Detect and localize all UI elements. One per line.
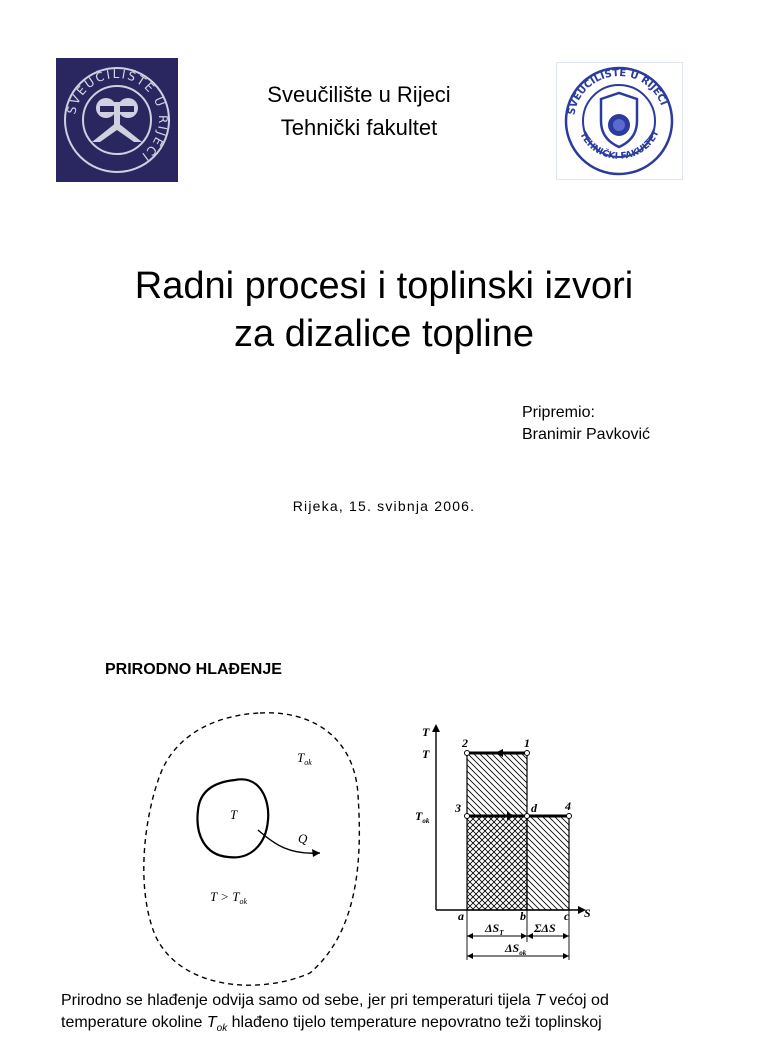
delta-s-ok-sub: ok bbox=[519, 949, 527, 957]
university-logo bbox=[56, 58, 178, 182]
surroundings-temperature-label: T bbox=[297, 750, 305, 765]
document-title bbox=[60, 262, 708, 358]
author-name: Branimir Pavković bbox=[522, 426, 651, 443]
work-area bbox=[467, 753, 527, 816]
y-axis-label: T bbox=[422, 725, 430, 739]
faculty-name: Tehnički fakultet bbox=[280, 115, 438, 140]
svg-text:ΔST bbox=[484, 921, 504, 937]
body-paragraph bbox=[61, 990, 681, 1040]
point-a-label: a bbox=[458, 909, 464, 923]
point-3-label: 3 bbox=[455, 801, 461, 815]
left-logo-ring-text: SVEUČILIŠTE U RIJECI bbox=[64, 66, 171, 165]
section-heading: PRIRODNO HLAĐENJE bbox=[105, 661, 282, 678]
point-b-label: b bbox=[520, 909, 526, 923]
point-1-label: 1 bbox=[524, 736, 530, 750]
surroundings-temperature-sub: ok bbox=[304, 758, 312, 767]
level-tok-label: T bbox=[415, 809, 423, 823]
heat-label: Q bbox=[298, 831, 308, 846]
svg-text:Tok bbox=[297, 750, 312, 767]
level-t-label: T bbox=[422, 747, 430, 761]
author-label: Pripremio: bbox=[522, 404, 595, 421]
author-block bbox=[522, 402, 650, 446]
svg-text:ΔSok bbox=[504, 941, 527, 957]
point-d bbox=[525, 814, 530, 819]
temperature-entropy-diagram bbox=[410, 720, 610, 970]
body-temperature-label: T bbox=[230, 807, 238, 822]
body-line-2: temperature okoline $T_{ok}$ hlađeno tijelo temperature nepovratno teži toplinskoj bbox=[61, 1014, 602, 1035]
point-c-label: c bbox=[564, 909, 570, 923]
title-line-2: za dizalice topline bbox=[234, 313, 534, 355]
institution-header bbox=[200, 78, 518, 144]
rejected-heat-cross-area bbox=[467, 816, 527, 910]
title-line-1: Radni procesi i toplinski izvori bbox=[134, 265, 634, 307]
point-4 bbox=[567, 814, 572, 819]
point-2 bbox=[465, 751, 470, 756]
point-4-label: 4 bbox=[565, 799, 571, 813]
temperature-condition-sub: ok bbox=[239, 897, 248, 906]
faculty-logo bbox=[556, 62, 683, 180]
heat-flow-arrow bbox=[258, 830, 320, 853]
surroundings-boundary bbox=[144, 713, 360, 985]
point-d-label: d bbox=[531, 801, 537, 815]
body-line-1: Prirodno se hlađenje odvija samo od sebe, jer pri temperaturi tijela T većoj od bbox=[61, 992, 609, 1009]
svg-text:T > Tok bbox=[210, 889, 248, 906]
x-axis-label: S bbox=[584, 906, 591, 920]
sum-delta-s-label: ΣΔS bbox=[534, 921, 556, 935]
temperature-condition: T > T bbox=[210, 889, 240, 904]
point-3 bbox=[465, 814, 470, 819]
point-2-label: 2 bbox=[462, 736, 468, 750]
level-tok-sub: ok bbox=[422, 817, 430, 825]
delta-s-t-label: ΔS bbox=[485, 921, 500, 935]
document-date: Rijeka, 15. svibnja 2006. bbox=[292, 498, 476, 514]
entropy-gain-area bbox=[527, 816, 569, 910]
heat-flow-arrowhead bbox=[312, 849, 320, 857]
delta-s-ok-label: ΔS bbox=[505, 941, 520, 955]
university-name: Sveučilište u Rijeci bbox=[267, 82, 451, 107]
y-axis-arrow bbox=[432, 724, 440, 732]
natural-cooling-diagram bbox=[140, 705, 390, 995]
svg-text:Tok bbox=[415, 809, 430, 825]
right-logo-top-text: SVEUČILIŠTE U RIJECI bbox=[566, 67, 669, 116]
right-logo-bottom-text: TEHNIČKI FAKULTET bbox=[577, 128, 662, 162]
point-1 bbox=[525, 751, 530, 756]
delta-s-t-sub: T bbox=[499, 929, 504, 937]
